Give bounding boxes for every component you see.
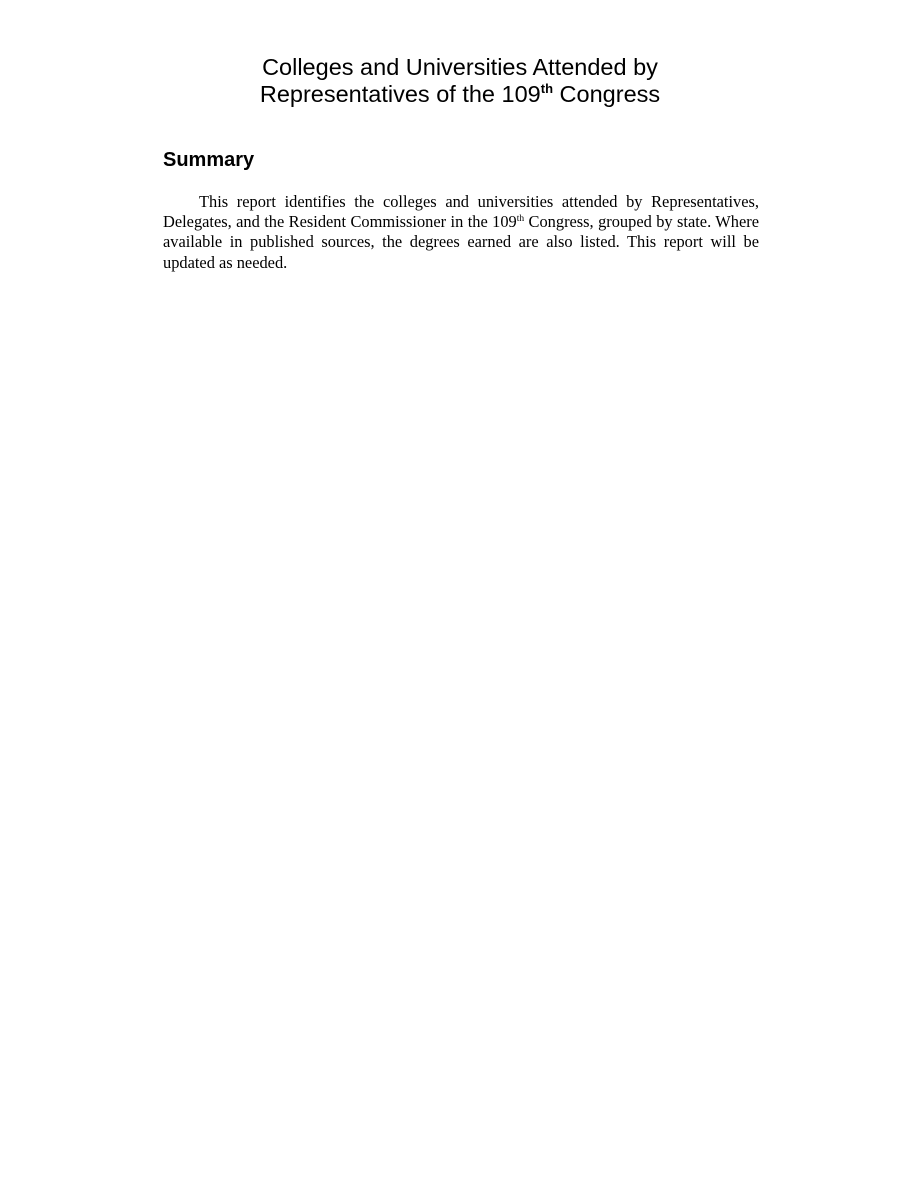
title-line-1: Colleges and Universities Attended by: [262, 54, 658, 80]
title-line-2: Representatives of the 109th Congress: [259, 81, 661, 107]
summary-paragraph: This report identifies the colleges and universities attended by Representatives, Delegates, and the Resident Commissioner in the 109th Congress, grouped by state. Where available in published sources, the degrees earned are also listed. This report will be updated as needed.: [163, 192, 759, 272]
summary-superscript: th: [516, 214, 525, 225]
title-superscript: th: [540, 81, 554, 96]
section-heading-summary: Summary: [163, 149, 255, 171]
document-title: [0, 54, 920, 108]
